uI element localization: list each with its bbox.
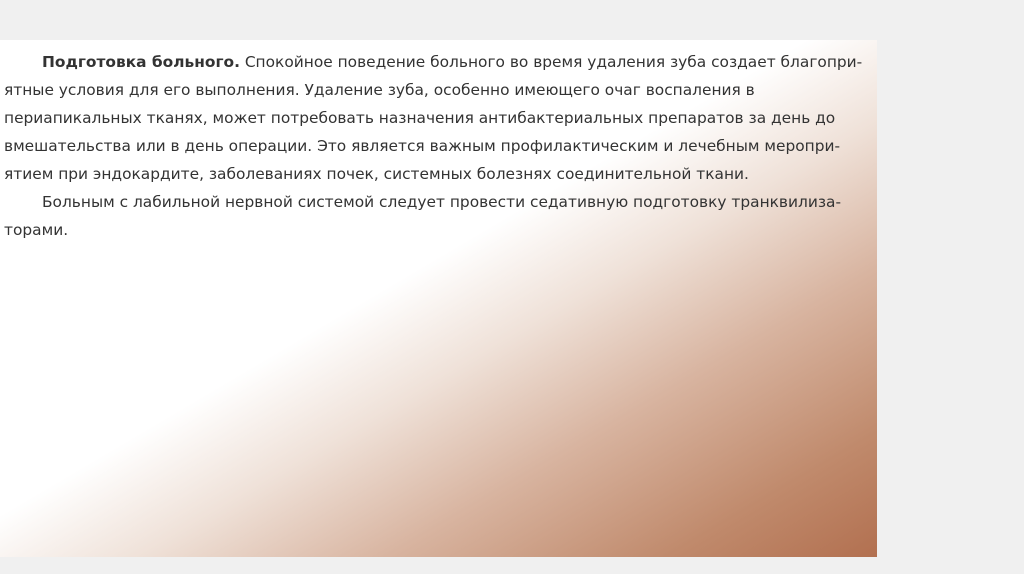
paragraph-1-line-1-text: Спокойное поведение больного во время удаления зуба создает благопри- (239, 53, 863, 71)
paragraph-1-line-3: периапикальных тканях, может потребовать назначения антибактериальных препаратов за день до (4, 109, 836, 127)
paragraph-1-line-2: ятные условия для его выполнения. Удаление зуба, особенно имеющего очаг воспаления в (4, 81, 755, 99)
slide (0, 40, 877, 557)
paragraph-1-line-4: вмешательства или в день операции. Это является важным профилактическим и лечебным меропри- (4, 137, 841, 155)
paragraph-2-line-1-text: Больным с лабильной нервной системой следует провести седативную подготовку транквилиза- (42, 193, 842, 211)
paragraph-1-line-1 (4, 48, 863, 76)
document-text (4, 48, 863, 244)
paragraph-2-line-2: торами. (4, 221, 69, 239)
paragraph-2-line-1 (4, 188, 858, 216)
paragraph-heading: Подготовка больного. (42, 53, 240, 71)
paragraph-1-line-5: ятием при эндокардите, заболеваниях почек, системных болезнях соединительной ткани. (4, 165, 749, 183)
